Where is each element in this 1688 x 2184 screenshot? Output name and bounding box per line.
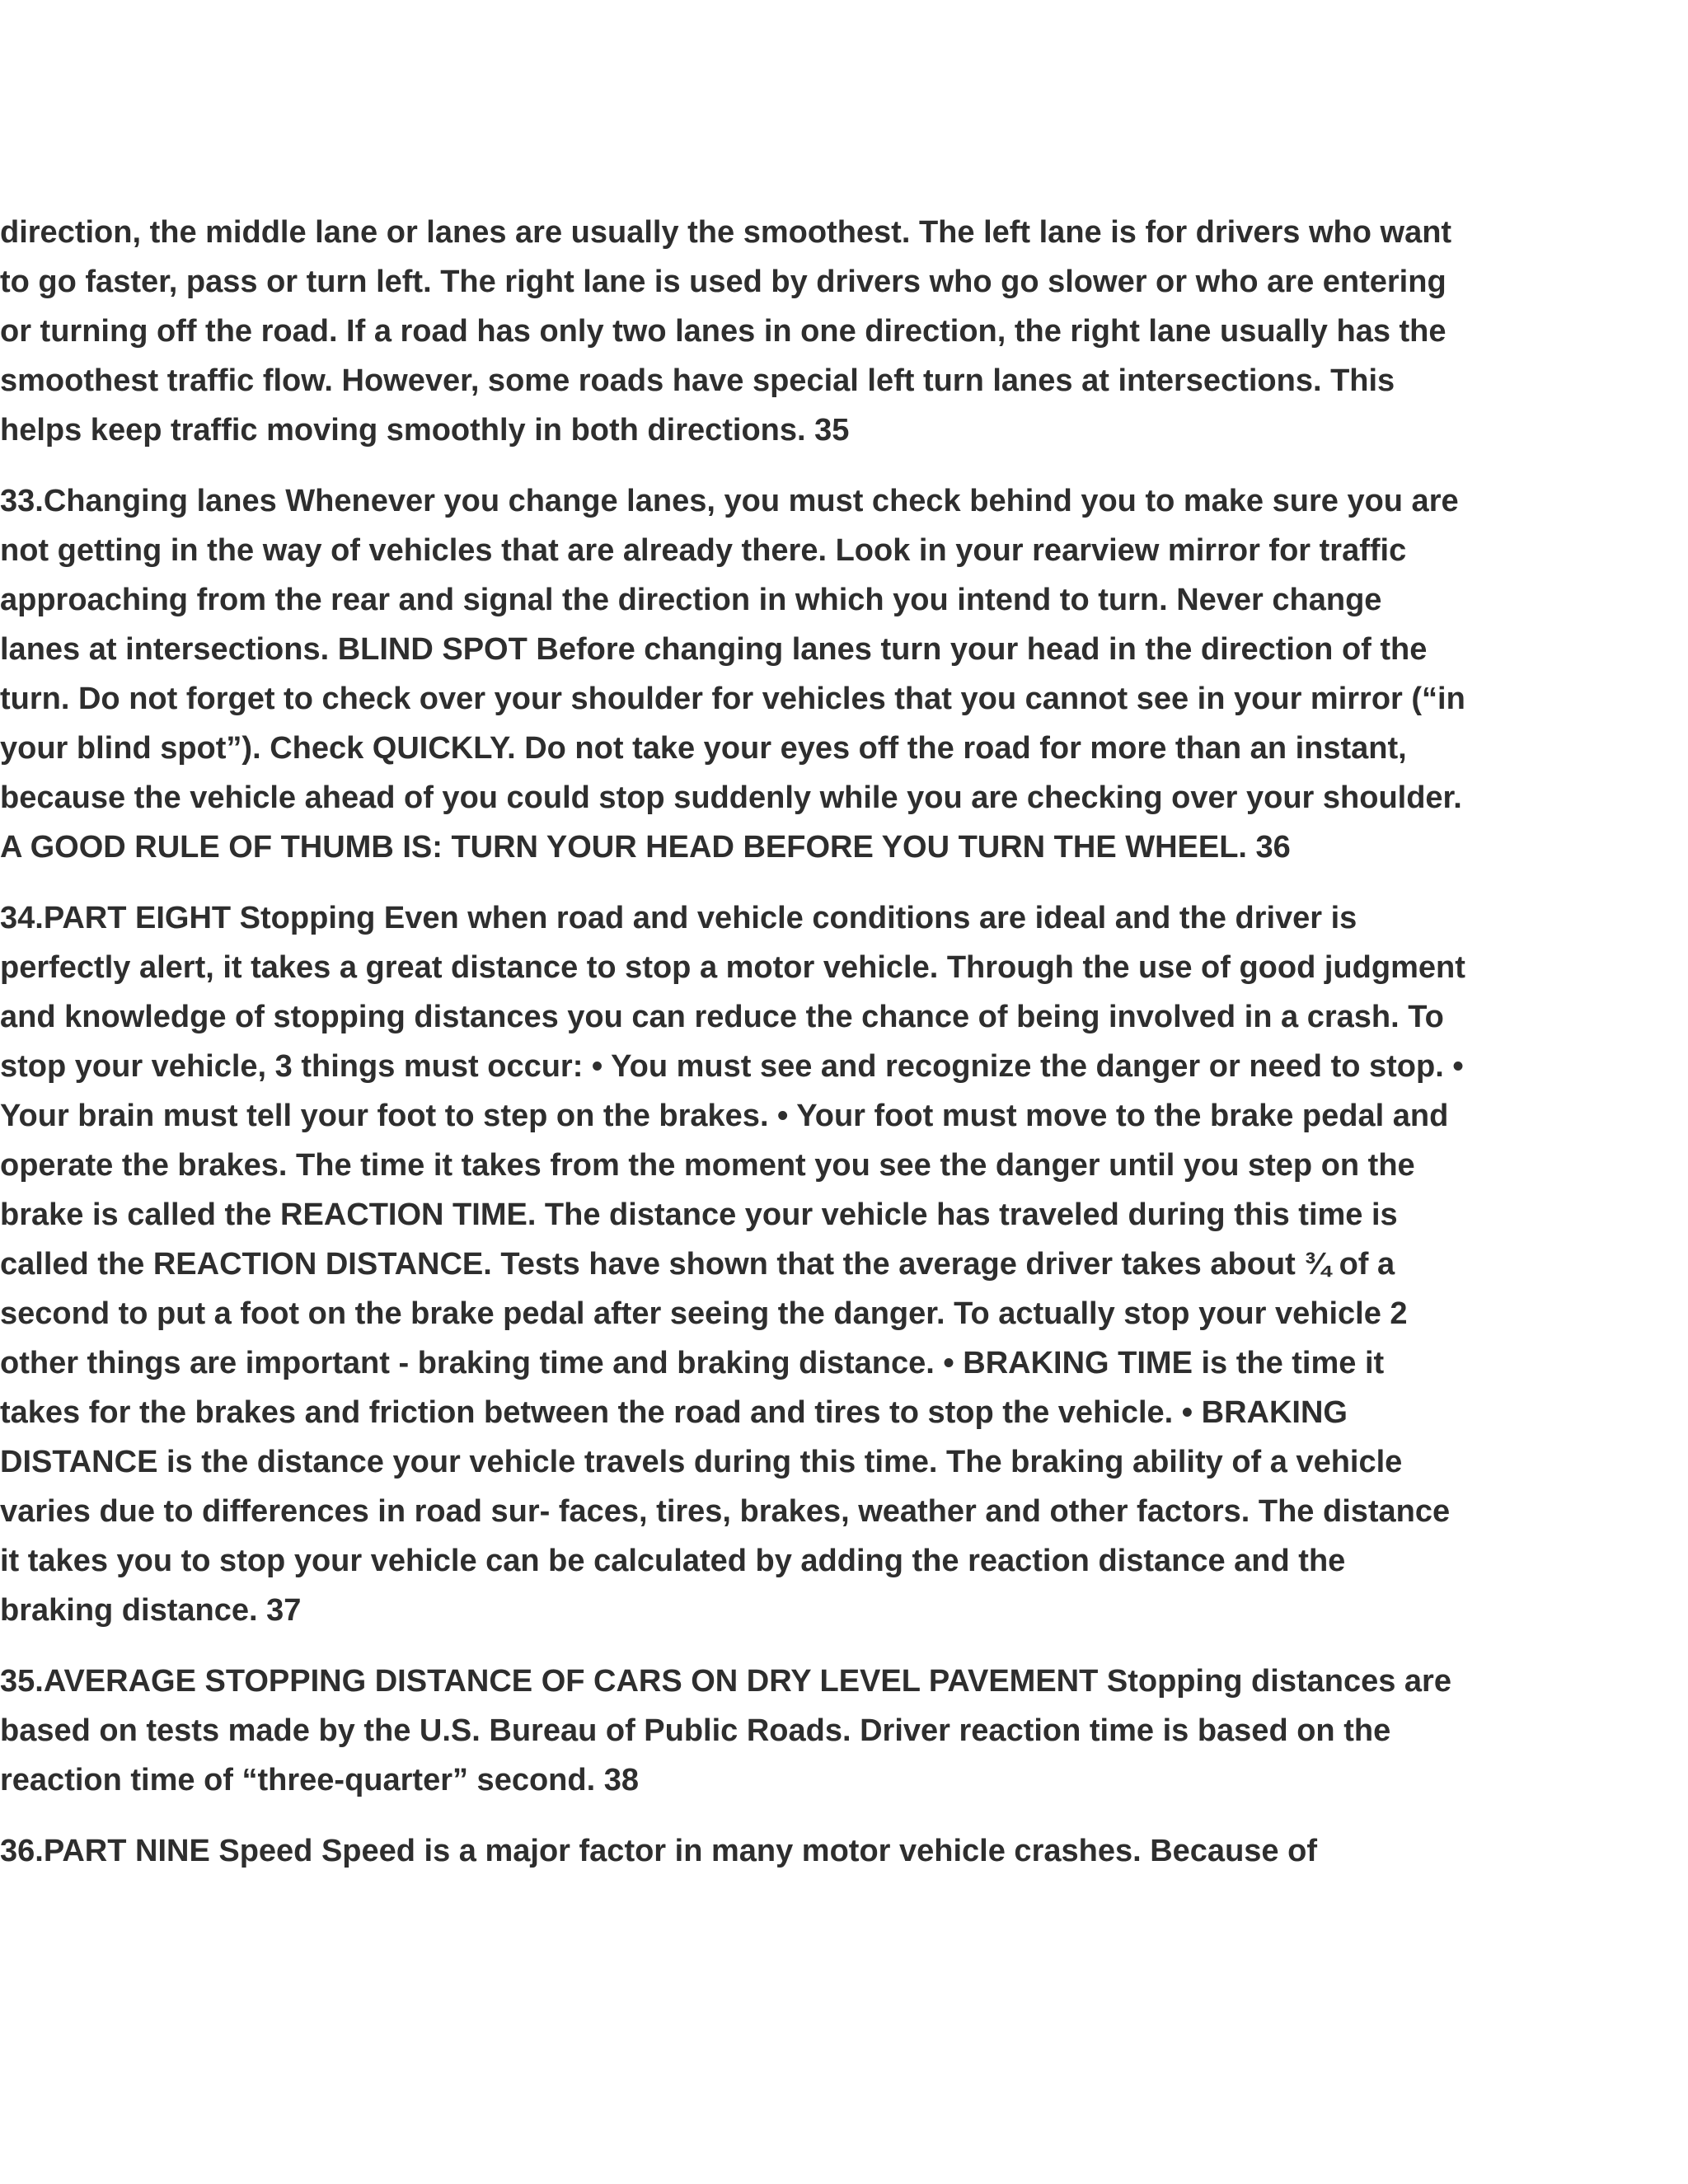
paragraph-stopping: 34.PART EIGHT Stopping Even when road and vehicle conditions are ideal and the driver is perfectly alert, it takes a great distance to stop a motor vehicle. Through the use of good judgment and knowledge of stopping distances you can reduce the chance of being involved in a crash. To stop your vehicle, 3 things must occur: • You must see and recognize the danger or need to stop. • Your brain must tell your foot to step on the brakes. • Your foot must move to the brake pedal and operate the brakes. The time it takes from the moment you see the danger until you step on the brake is called the REACTION TIME. The distance your vehicle has traveled during this time is called the REACTION DISTANCE. Tests have shown that the average driver takes about ¾ of a second to put a foot on the brake pedal after seeing the danger. To actually stop your vehicle 2 other things are important - braking time and braking distance. • BRAKING TIME is the time it takes for the brakes and friction between the road and tires to stop the vehicle. • BRAKING DISTANCE is the distance your vehicle travels during this time. The braking ability of a vehicle varies due to differences in road sur- faces, tires, brakes, weather and other factors. The distance it takes you to stop your vehicle can be calculated by adding the reaction distance and the braking distance. 37 <box>0 901 1465 1628</box>
paragraph-average-stopping-distance: 35.AVERAGE STOPPING DISTANCE OF CARS ON DRY LEVEL PAVEMENT Stopping distances are based on tests made by the U.S. Bureau of Public Roads. Driver reaction time is based on the reaction time of “three-quarter” second. 38 <box>0 1664 1451 1797</box>
document-page <box>0 208 1467 1897</box>
paragraph-changing-lanes: 33.Changing lanes Whenever you change lanes, you must check behind you to make sure you are not getting in the way of vehicles that are already there. Look in your rearview mirror for traffic approaching from the rear and signal the direction in which you intend to turn. Never change lanes at intersections. BLIND SPOT Before changing lanes turn your head in the direction of the turn. Do not forget to check over your shoulder for vehicles that you cannot see in your mirror (“in your blind spot”). Check QUICKLY. Do not take your eyes off the road for more than an instant, because the vehicle ahead of you could stop suddenly while you are checking over your shoulder. A GOOD RULE OF THUMB IS: TURN YOUR HEAD BEFORE YOU TURN THE WHEEL. 36 <box>0 484 1465 865</box>
paragraph-lane-usage: direction, the middle lane or lanes are usually the smoothest. The left lane is for drivers who want to go faster, pass or turn left. The right lane is used by drivers who go slower or who are entering or turning off the road. If a road has only two lanes in one direction, the right lane usually has the smoothest traffic flow. However, some roads have special left turn lanes at intersections. This helps keep traffic moving smoothly in both directions. 35 <box>0 215 1452 448</box>
paragraph-speed: 36.PART NINE Speed Speed is a major factor in many motor vehicle crashes. Because of <box>0 1834 1317 1868</box>
